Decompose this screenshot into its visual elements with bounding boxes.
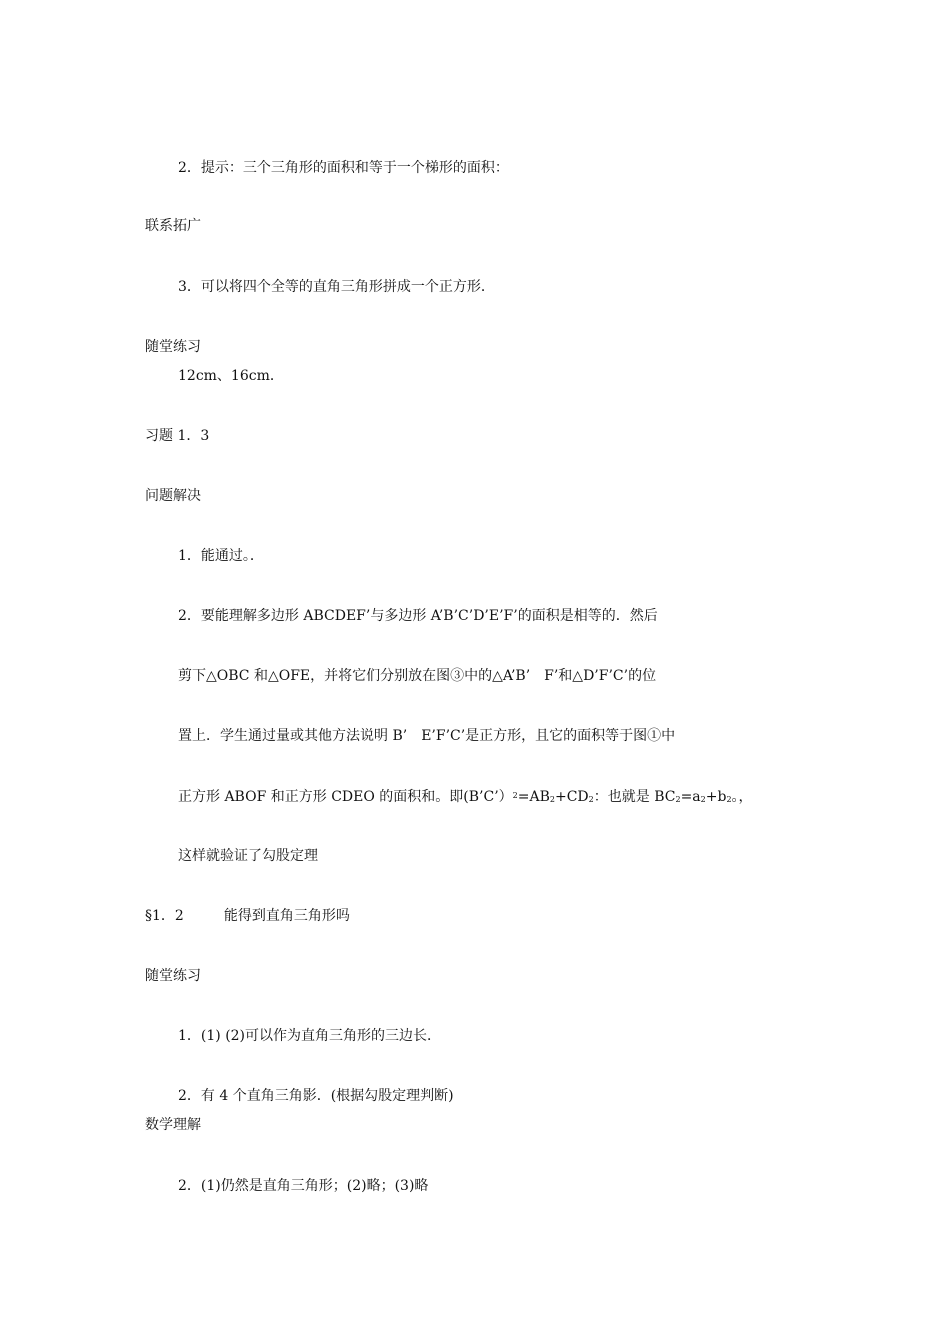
exponent: 2 bbox=[549, 795, 555, 804]
heading-xiti: 习题 1．3 bbox=[145, 428, 210, 444]
answer-line-3: 3．可以将四个全等的直角三角形拼成一个正方形． bbox=[178, 279, 495, 295]
section-heading bbox=[145, 906, 350, 926]
formula-text: +b bbox=[705, 789, 727, 805]
exponent: 2 bbox=[700, 795, 706, 804]
hint-line: 2．提示：三个三角形的面积和等于一个梯形的面积： bbox=[178, 160, 509, 176]
exponent: 2 bbox=[675, 795, 681, 804]
heading-lianxi-tuoguang: 联系拓广 bbox=[145, 218, 201, 234]
paragraph-line-4 bbox=[178, 786, 753, 810]
paragraph-line-2: 剪下△OBC 和△OFE，并将它们分别放在图③中的△A’B’ F’和△D’F’C’的位 bbox=[178, 668, 657, 684]
formula-text: 。， bbox=[731, 789, 753, 805]
formula-text: ：也就是 BC bbox=[593, 789, 676, 805]
heading-suitang-lianxi: 随堂练习 bbox=[145, 339, 201, 355]
paragraph-line-3: 置上．学生通过量或其他方法说明 B’ E’F’C’是正方形，且它的面积等于图①中 bbox=[178, 728, 676, 744]
answer-lengths: 12cm、16cm． bbox=[178, 368, 284, 384]
exponent: 2 bbox=[588, 795, 594, 804]
answer-line-1b: 1．(1) (2)可以作为直角三角形的三边长． bbox=[178, 1028, 442, 1044]
answer-line-1: 1．能通过。． bbox=[178, 548, 264, 564]
formula-text: +CD bbox=[554, 789, 589, 805]
answer-line-2b: 2．有 4 个直角三角影．(根据勾股定理判断) bbox=[178, 1088, 454, 1104]
heading-suitang-lianxi-2: 随堂练习 bbox=[145, 968, 201, 984]
formula-text: =AB bbox=[517, 789, 550, 805]
formula-text: 正方形 ABOF 和正方形 CDEO 的面积和。即(B’C’） bbox=[178, 789, 513, 805]
exponent: 2 bbox=[512, 791, 518, 800]
exponent: 2 bbox=[726, 795, 732, 804]
formula-text: =a bbox=[680, 789, 701, 805]
heading-shuxue-lijie: 数学理解 bbox=[145, 1117, 201, 1133]
paragraph-line-1: 2．要能理解多边形 ABCDEF’与多边形 A’B’C’D’E’F’的面积是相等的．然后 bbox=[178, 608, 658, 624]
section-title: 能得到直角三角形吗 bbox=[223, 908, 350, 924]
section-number: §1．2 bbox=[145, 908, 184, 924]
answer-line-2c: 2．(1)仍然是直角三角形；(2)略；(3)略 bbox=[178, 1178, 429, 1194]
paragraph-line-5: 这样就验证了勾股定理 bbox=[178, 848, 318, 864]
heading-wenti-jiejue: 问题解决 bbox=[145, 488, 201, 504]
